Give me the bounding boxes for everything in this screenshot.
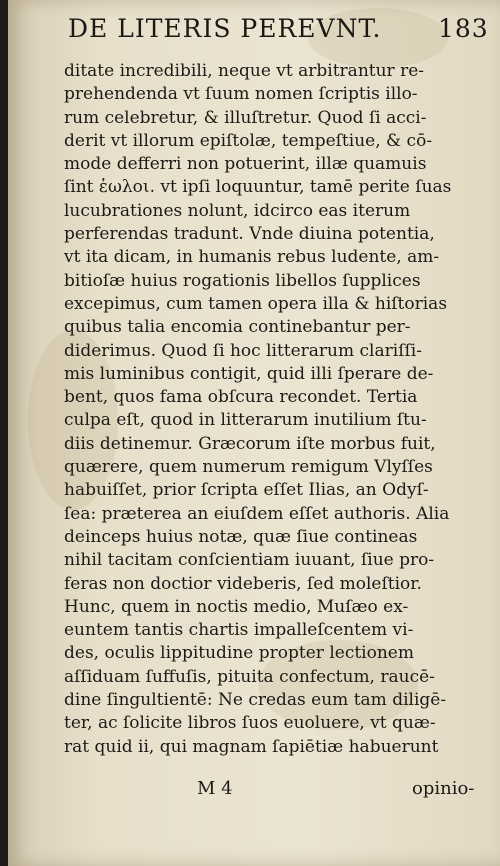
text-line: prehendenda vt ſuum nomen ſcriptis illo- <box>64 84 418 105</box>
text-line: mis luminibus contigit, quid illi ſperare de- <box>64 363 434 384</box>
text-line: feras non doctior videberis, ſed moleſtior. <box>64 573 422 594</box>
text-line: ditate incredibili, neque vt arbitrantur re- <box>64 61 425 81</box>
text-line: des, oculis lippitudine propter lectionem <box>64 643 414 664</box>
catchword: opinio- <box>412 778 475 799</box>
text-line: culpa eſt, quod in litterarum inutilium ſtu- <box>64 410 427 431</box>
text-line: rum celebretur, & illuſtretur. Quod ſi acci- <box>64 107 427 128</box>
text-line: ſint ἑωλοι. vt ipſi loquuntur, tamē perite ſuas <box>64 177 452 198</box>
text-line: bent, quos fama obſcura recondet. Tertia <box>64 387 418 408</box>
page-footer <box>64 778 484 804</box>
text-line: deinceps huius notæ, quæ ſiue contineas <box>64 526 418 547</box>
body-text <box>64 60 484 759</box>
text-line: mode defferri non potuerint, illæ quamuis <box>64 154 427 175</box>
text-line: diis detinemur. Græcorum iſte morbus fuit, <box>64 433 436 454</box>
book-page <box>8 0 500 866</box>
text-line: excepimus, cum tamen opera illa & hiſtorias <box>64 293 448 314</box>
running-head-title: DE LITERIS PEREVNT. <box>68 14 382 43</box>
text-line: quibus talia encomia continebantur per- <box>64 317 411 338</box>
text-line: diderimus. Quod ſi hoc litterarum clariſſi- <box>64 340 422 361</box>
text-line: quærere, quem numerum remigum Vlyſſes <box>64 457 433 478</box>
text-line: bitioſæ huius rogationis libellos ſupplices <box>64 270 421 291</box>
text-line: vt ita dicam, in humanis rebus ludente, am- <box>64 247 440 268</box>
text-line: nihil tacitam conſcientiam iuuant, ſiue pro- <box>64 550 435 571</box>
text-line: euntem tantis chartis impalleſcentem vi- <box>64 620 414 641</box>
text-line: dine ſingultientē: Ne credas eum tam diligē- <box>64 690 447 711</box>
running-head <box>68 14 488 50</box>
text-line: Hunc, quem in noctis medio, Muſæo ex- <box>64 596 409 617</box>
page-number: 183 <box>438 14 489 43</box>
text-line: ſea: præterea an eiuſdem eſſet authoris. Alia <box>64 503 450 524</box>
text-line: derit vt illorum epiſtolæ, tempeſtiue, & cō- <box>64 130 433 151</box>
text-line: habuiſſet, prior ſcripta eſſet Ilias, an Odyſ- <box>64 480 429 501</box>
text-line: perferendas tradunt. Vnde diuina potentia, <box>64 224 435 245</box>
text-line: lucubrationes nolunt, idcirco eas iterum <box>64 200 411 221</box>
signature-mark: M 4 <box>197 778 233 799</box>
text-line: ter, ac ſolicite libros ſuos euoluere, vt quæ- <box>64 713 436 734</box>
text-line: rat quid ii, qui magnam ſapiētiæ habuerunt <box>64 736 439 757</box>
text-line: aſſiduam ſuffuſis, pituita confectum, raucē- <box>64 666 435 687</box>
